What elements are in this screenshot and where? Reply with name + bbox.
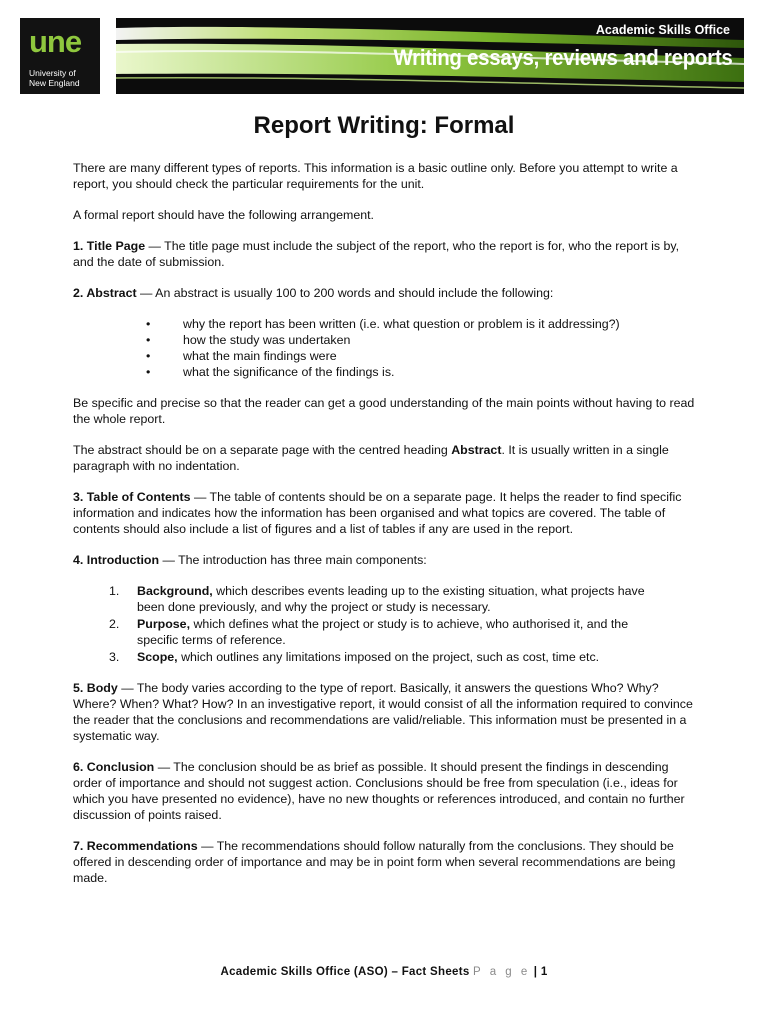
page-title: Report Writing: Formal: [253, 112, 515, 139]
bullet-icon: •: [146, 349, 151, 363]
header-banner: [116, 18, 744, 94]
section-heading: 1. Title Page: [73, 239, 146, 253]
section-title-page: [73, 238, 698, 270]
list-item-text: why the report has been written (i.e. what question or problem is it addressing?): [183, 317, 620, 331]
list-term: Purpose,: [137, 617, 191, 631]
text-run: The abstract should be on a separate page with the centred heading: [73, 443, 452, 457]
logo-mark: une: [29, 24, 82, 59]
document-body: [73, 160, 698, 901]
section-abstract: [73, 285, 698, 301]
section-heading: 4. Introduction: [73, 553, 160, 567]
une-logo: [20, 18, 100, 94]
list-item: [73, 316, 698, 332]
list-text: which defines what the project or study is to achieve, who authorised it, and the specific terms of reference.: [137, 617, 629, 647]
abstract-paragraph-1: Be specific and precise so that the reader can get a good understanding of the main points without having to read the whole report.: [73, 396, 695, 426]
section-heading: 3. Table of Contents: [73, 490, 191, 504]
list-item-text: what the significance of the findings is.: [183, 365, 395, 379]
section-text: — The introduction has three main components:: [159, 553, 427, 567]
section-heading: 5. Body: [73, 681, 118, 695]
list-term: Background,: [137, 584, 213, 598]
section-heading: 2. Abstract: [73, 286, 137, 300]
section-text: — The body varies according to the type of report. Basically, it answers the questions Who? Why? Where? When? What? How? In an investigative report, it would consist of all the information required to convince the reader that the conclusions and recommendations are valid/reliable. This information must be presented in a systematic way.: [73, 681, 693, 743]
section-text: — The recommendations should follow naturally from the conclusions. They should be offered in descending order of importance and may be in point form when several recommendations are being made.: [73, 839, 676, 885]
abstract-bullet-list: [73, 316, 698, 380]
footer-page-number: 1: [540, 966, 548, 978]
banner-office-name: Academic Skills Office: [595, 23, 730, 37]
page-footer: [0, 966, 768, 978]
list-term: Scope,: [137, 650, 178, 664]
list-item: [73, 348, 698, 364]
abstract-paragraph-2: [73, 442, 698, 474]
section-conclusion: [73, 759, 698, 823]
section-text: — The conclusion should be as brief as possible. It should present the findings in descending order of importance and should not suggest action. Conclusions should be free from speculation (i.e., ideas for which you have presented no evidence), have no new thoughts or references introduced, and contain no further discussion of points raised.: [73, 760, 685, 822]
section-heading: 7. Recommendations: [73, 839, 198, 853]
section-heading: 6. Conclusion: [73, 760, 155, 774]
bullet-icon: •: [146, 365, 151, 379]
text-run: . It is usually written in a single paragraph with no indentation.: [73, 443, 669, 473]
intro-paragraph: There are many different types of reports. This information is a basic outline only. Before you attempt to write a report, you should check the particular requirements for the unit.: [73, 161, 678, 191]
logo-university-name: [29, 68, 80, 88]
list-number: 3.: [109, 650, 120, 664]
footer-separator: |: [530, 966, 541, 978]
list-item-text: what the main findings were: [183, 349, 337, 363]
bullet-icon: •: [146, 333, 151, 347]
list-item-text: how the study was undertaken: [183, 333, 351, 347]
list-item: [73, 332, 698, 348]
bullet-icon: •: [146, 317, 151, 331]
text-run-bold: Abstract: [451, 443, 502, 457]
arrangement-paragraph: A formal report should have the following arrangement.: [73, 208, 374, 222]
logo-line-1: University of: [29, 68, 76, 78]
section-introduction: [73, 552, 698, 568]
logo-line-2: New England: [29, 78, 80, 88]
section-body: [73, 680, 698, 744]
list-text: which describes events leading up to the existing situation, what projects have been done previously, and why the project or study is necessary.: [137, 584, 645, 614]
introduction-components-list: [73, 583, 698, 665]
footer-page-word: P a g e: [473, 966, 531, 978]
list-item: [73, 583, 698, 615]
section-table-of-contents: [73, 489, 698, 537]
list-item: [73, 649, 698, 665]
banner-title: Writing essays, reviews and reports: [393, 45, 732, 70]
list-number: 2.: [109, 617, 120, 631]
list-text: which outlines any limitations imposed on the project, such as cost, time etc.: [177, 650, 600, 664]
section-text: — An abstract is usually 100 to 200 words and should include the following:: [136, 286, 554, 300]
section-text: — The title page must include the subject of the report, who the report is for, who the report is by, and the date of submission.: [73, 239, 680, 269]
section-text: — The table of contents should be on a separate page. It helps the reader to find specific information and indicates how the information has been organised and what topics are covered. The table of contents should also include a list of figures and a list of tables if any are used in the report.: [73, 490, 682, 536]
list-item: [73, 364, 698, 380]
section-recommendations: [73, 838, 698, 886]
list-item: [73, 616, 698, 648]
footer-source: Academic Skills Office (ASO) – Fact Sheets: [220, 966, 474, 978]
list-number: 1.: [109, 584, 120, 598]
